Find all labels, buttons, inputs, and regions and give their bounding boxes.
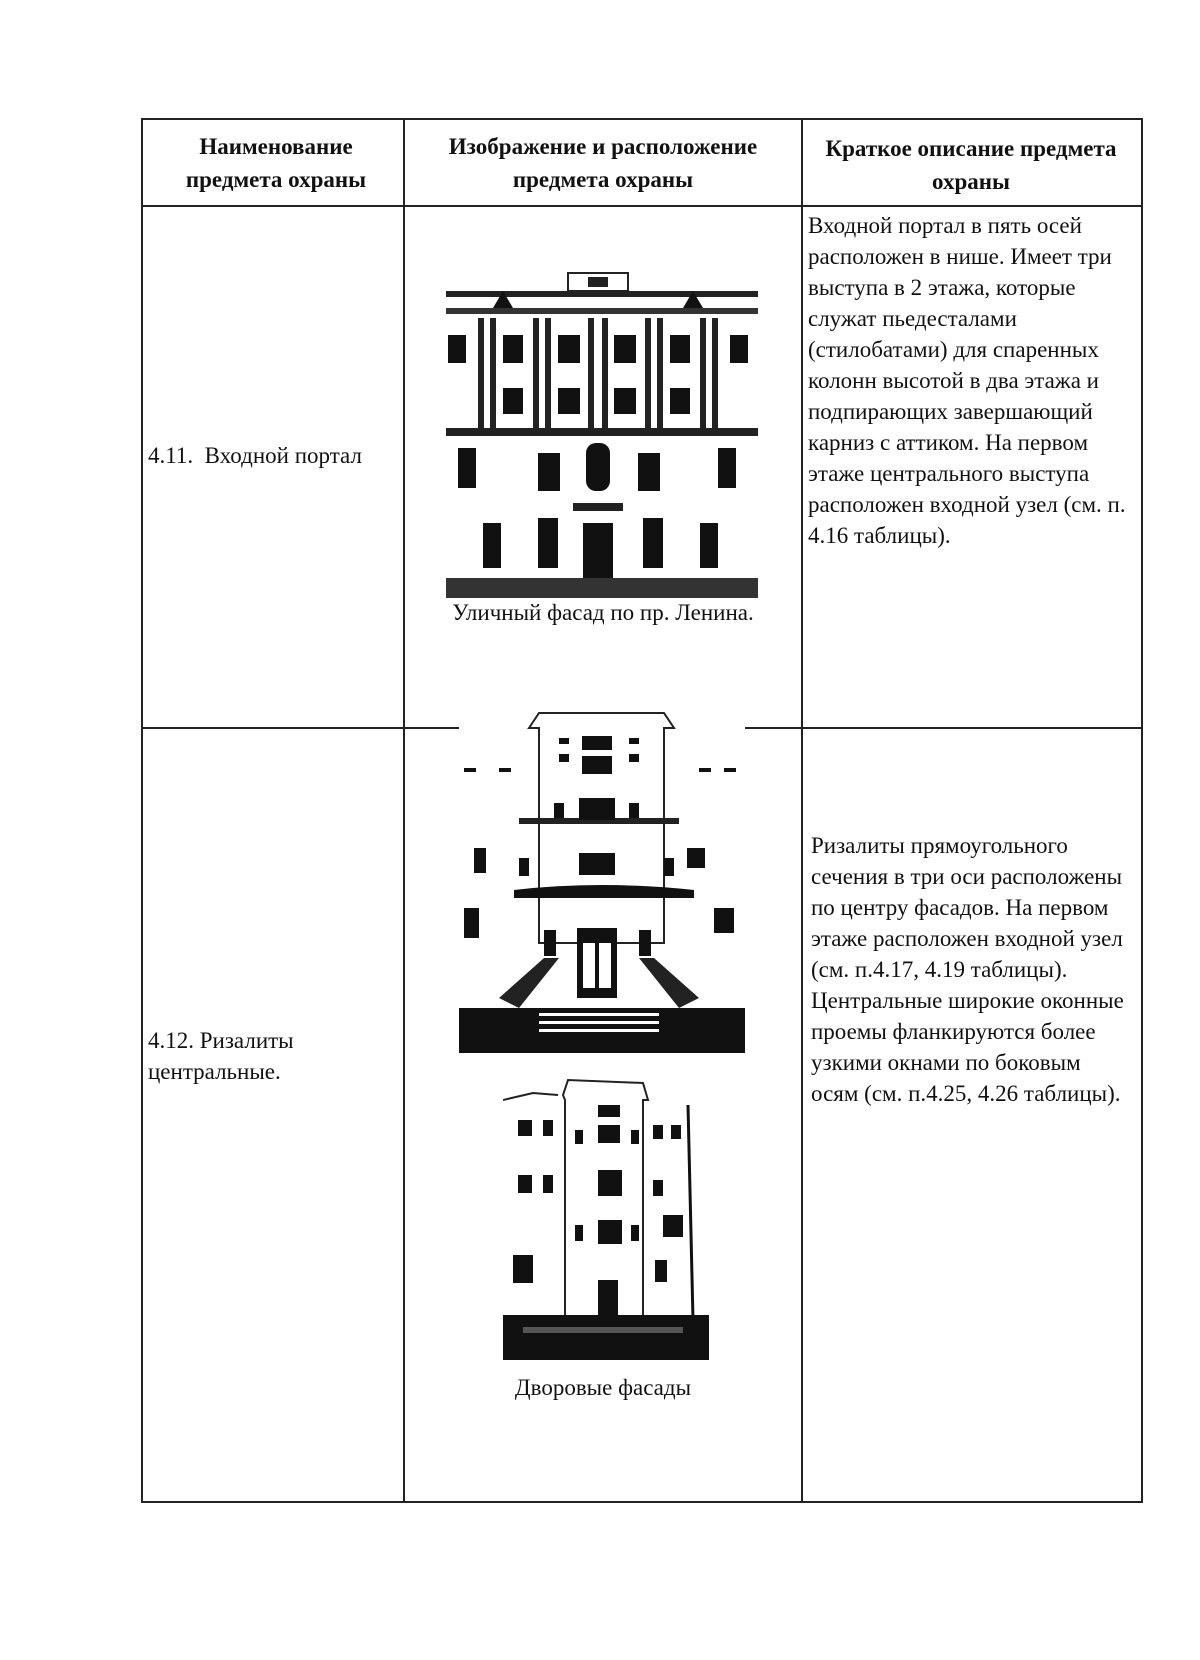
street-facade-caption: Уличный фасад по пр. Ленина. xyxy=(452,600,754,625)
row-name-4-11: 4.11. Входной портал xyxy=(148,443,362,468)
table-border-right xyxy=(1141,118,1143,1503)
header-name-column: Наименование предмета охраны xyxy=(185,134,367,192)
row-description-4-12: Ризалиты прямоугольного сечения в три оси расположены по центру фасадов. На первом этаже расположен входной узел (см. п.4.17, 4.19 таблицы). Центральные широкие оконные проемы фланкируются более узкими окнами по боковым осям (см. п.4.25, 4.26 таблицы). xyxy=(811,833,1124,1106)
column-divider-1 xyxy=(403,118,405,1503)
table-border-top xyxy=(141,118,1143,120)
courtyard-facade-caption: Дворовые фасады xyxy=(514,1375,692,1400)
street-facade-photo xyxy=(438,263,758,598)
column-divider-2 xyxy=(801,118,803,1503)
header-description-column: Краткое описание предмета охраны xyxy=(825,136,1117,194)
table-border-bottom xyxy=(141,1501,1143,1503)
header-image-column: Изображение и расположение предмета охраны xyxy=(448,134,758,192)
row-name-4-12: 4.12. Ризалиты центральные. xyxy=(148,1028,294,1084)
table-border-left xyxy=(141,118,143,1503)
courtyard-facade-photo-2 xyxy=(503,1075,709,1360)
header-divider xyxy=(141,205,1143,207)
row-description-4-11: Входной портал в пять осей расположен в нише. Имеет три выступа в 2 этажа, которые служат пьедесталами (стилобатами) для спаренных колонн высотой в два этажа и подпирающих завершающий карниз с аттиком. На первом этаже центрального выступа расположен входной узел (см. п. 4.16 таблицы). xyxy=(808,213,1126,548)
protection-table xyxy=(141,118,1143,1503)
courtyard-facade-photo-1 xyxy=(459,708,745,1053)
